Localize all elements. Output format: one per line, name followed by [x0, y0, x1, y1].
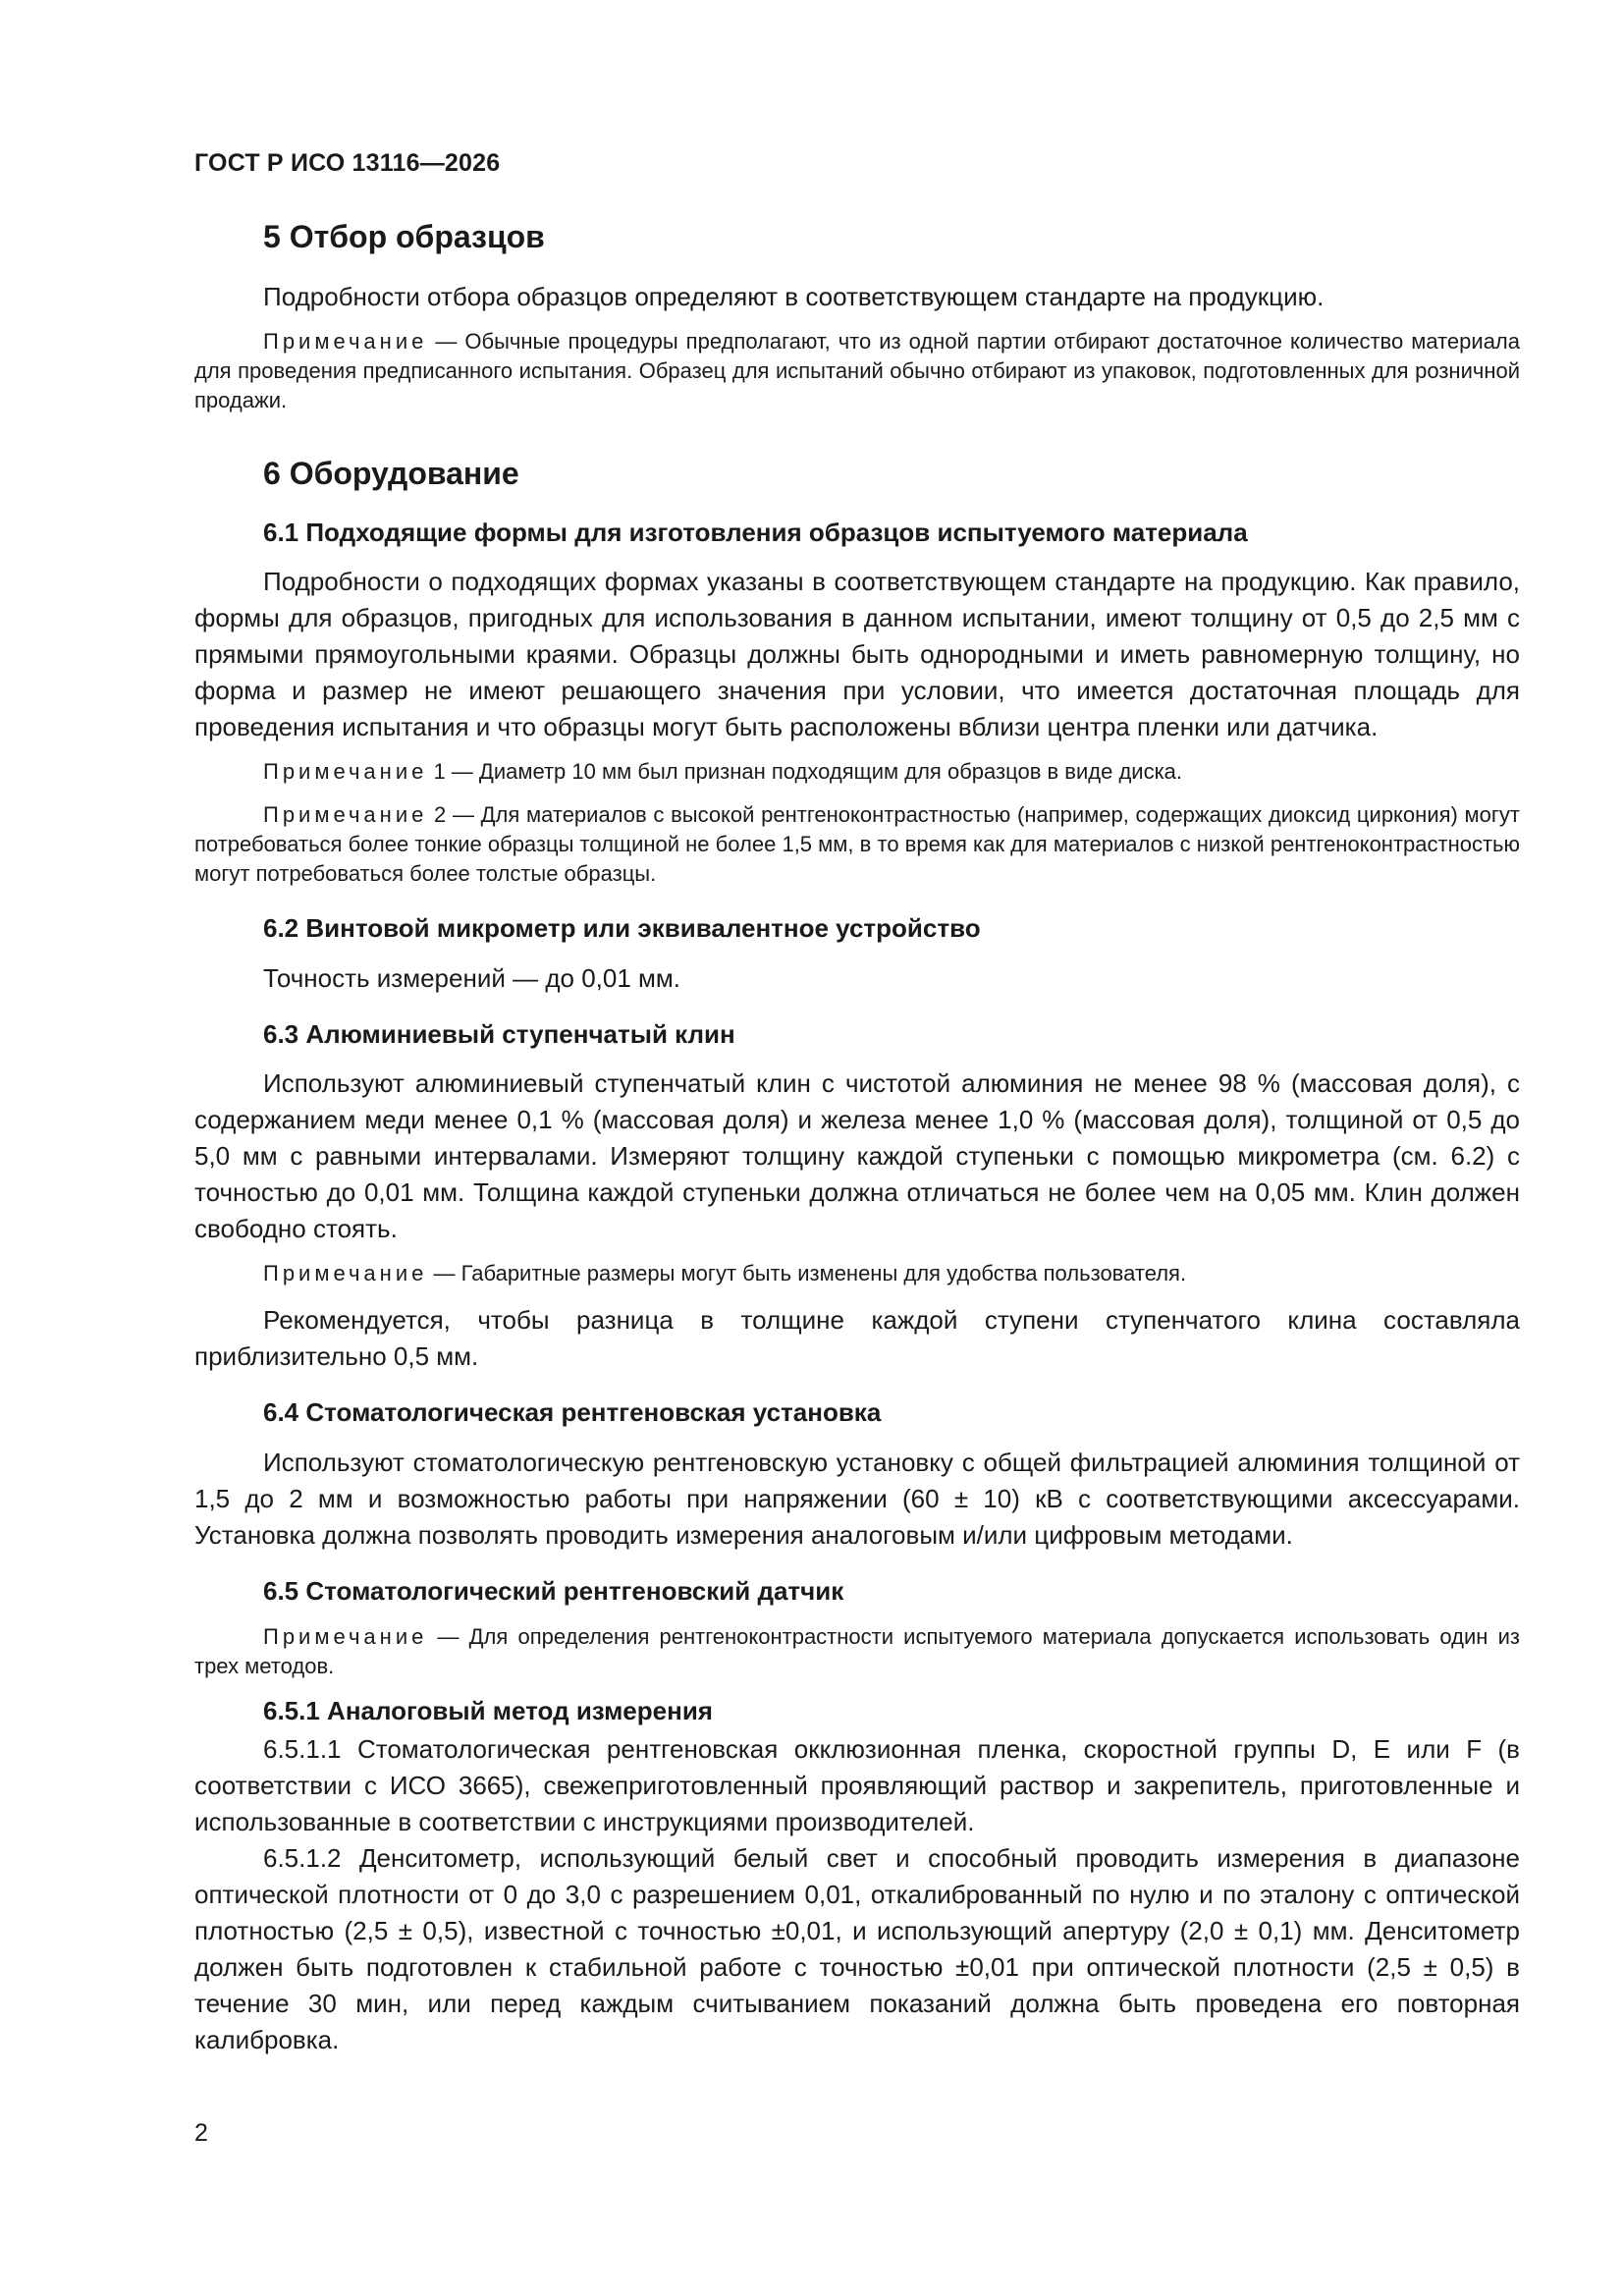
section-title: 6 Оборудование [263, 456, 519, 492]
subsection-title: 6.2 Винтовой микрометр или эквивалентное устройство [263, 913, 981, 944]
paragraph: Подробности отбора образцов определяют в соответствующем стандарте на продукцию. [263, 282, 1325, 312]
note [194, 800, 1520, 889]
note-label: Примечание [263, 1624, 428, 1650]
subsection-title: 6.5 Стоматологический рентгеновский датчик [263, 1575, 844, 1606]
note-label: Примечание [263, 802, 428, 828]
subsection-title: 6.4 Стоматологическая рентгеновская установка [263, 1397, 882, 1428]
note-text: — Обычные процедуры предполагают, что из одной партии отбирают достаточное количество материала для проведения предписанного испытания. Образец для испытаний обычно отбирают из упаковок, подготовленных для розничной продажи. [194, 329, 1520, 413]
subsection-title: 6.1 Подходящие формы для изготовления образцов испытуемого материала [263, 517, 1248, 547]
section-title: 5 Отбор образцов [263, 219, 545, 254]
page-number: 2 [194, 2119, 208, 2147]
paragraph: Точность измерений — до 0,01 мм. [263, 962, 680, 993]
subsection-title: 6.5.1 Аналоговый метод измерения [263, 1696, 713, 1726]
note-text: — Для определения рентгеноконтрастности испытуемого материала допускается использовать один из трех методов. [194, 1624, 1520, 1679]
note [194, 1622, 1520, 1681]
subsection-title: 6.3 Алюминиевый ступенчатый клин [263, 1018, 735, 1049]
paragraph: 6.5.1.2 Денситометр, использующий белый свет и способный проводить измерения в диапазоне оптической плотности от 0 до 3,0 с разрешением 0,01, откалиброванный по нулю и по эталону с оптической плотностью (2,5 ± 0,5), известной с точностью ±0,01, и использующий апертуру (2,0 ± 0,1) мм. Денситометр должен быть подготовлен к стабильной работе с точностью ±0,01 при оптической плотности (2,5 ± 0,5) в течение 30 мин, или перед каждым считыванием показаний должна быть проведена его повторная калибровка. [194, 1842, 1520, 2054]
paragraph: 6.5.1.1 Стоматологическая рентгеновская окклюзионная пленка, скоростной группы D, E или F (в соответствии с ИСО 3665), свежеприготовленный проявляющий раствор и закрепитель, приготовленные и использованные в соответствии с инструкциями производителей. [194, 1733, 1520, 1836]
paragraph: Рекомендуется, чтобы разница в толщине каждой ступени ступенчатого клина составляла приблизительно 0,5 мм. [194, 1305, 1520, 1372]
note-text: 1 — Диаметр 10 мм был признан подходящим для образцов в виде диска. [427, 759, 1183, 785]
note [194, 1259, 1520, 1288]
paragraph: Подробности о подходящих формах указаны в соответствующем стандарте на продукцию. Как правило, формы для образцов, пригодных для использования в данном испытании, имеют толщину от 0,5 до 2,5 мм с прямыми прямоугольными краями. Образцы должны быть однородными и иметь равномерную толщину, но форма и размер не имеют решающего значения при условии, что имеется достаточная площадь для проведения испытания и что образцы могут быть расположены вблизи центра пленки или датчика. [194, 567, 1520, 742]
note [194, 327, 1520, 415]
note-label: Примечание [263, 329, 428, 355]
note-label: Примечание [263, 759, 428, 785]
document-header: ГОСТ Р ИСО 13116—2026 [194, 149, 501, 177]
note-text: 2 — Для материалов с высокой рентгеноконтрастностью (например, содержащих диоксид циркония) могут потребоваться более тонкие образцы толщиной не более 1,5 мм, в то время как для материалов с низкой рентгеноконтрастностью могут потребоваться более толстые образцы. [194, 802, 1520, 887]
note-label: Примечание [263, 1261, 428, 1286]
paragraph: Используют стоматологическую рентгеновскую установку с общей фильтрацией алюминия толщиной от 1,5 до 2 мм и возможностью работы при напряжении (60 ± 10) кВ с соответствующими аксессуарами. Установка должна позволять проводить измерения аналоговым и/или цифровым методами. [194, 1447, 1520, 1550]
note [194, 757, 1520, 787]
paragraph: Используют алюминиевый ступенчатый клин с чистотой алюминия не менее 98 % (массовая доля), с содержанием меди менее 0,1 % (массовая доля) и железа менее 1,0 % (массовая доля), толщиной от 0,5 до 5,0 мм с равными интервалами. Измеряют толщину каждой ступеньки с помощью микрометра (см. 6.2) с точностью до 0,01 мм. Толщина каждой ступеньки должна отличаться не более чем на 0,05 мм. Клин должен свободно стоять. [194, 1068, 1520, 1244]
note-text: — Габаритные размеры могут быть изменены для удобства пользователя. [427, 1261, 1187, 1286]
document-body [194, 218, 1520, 2070]
